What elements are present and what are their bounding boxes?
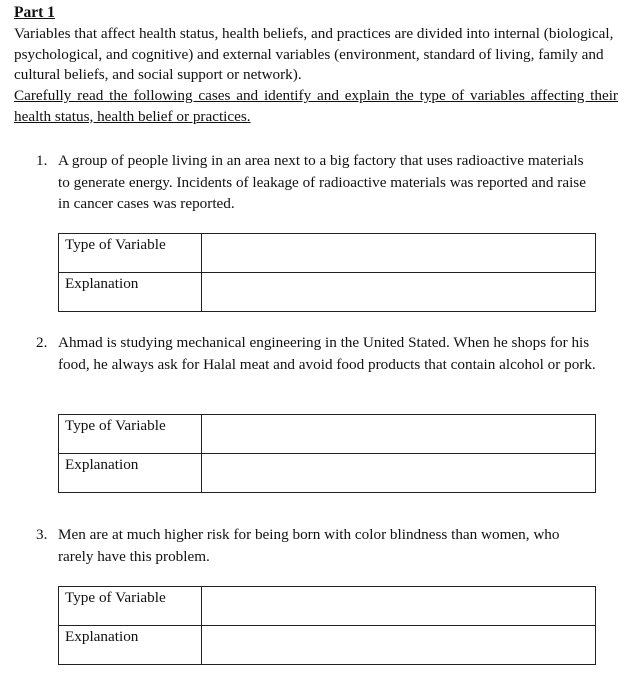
table-row bbox=[59, 454, 596, 493]
table-row bbox=[59, 415, 596, 454]
instruction-paragraph: Carefully read the following cases and identify and explain the type of variables affecting their health status, health belief or practices. bbox=[14, 87, 618, 125]
answer-table-1 bbox=[58, 233, 596, 312]
type-of-variable-answer-cell[interactable] bbox=[202, 234, 596, 273]
explanation-label: Explanation bbox=[59, 454, 202, 493]
question-number: 2. bbox=[36, 334, 48, 351]
table-row bbox=[59, 626, 596, 665]
table-row bbox=[59, 273, 596, 312]
explanation-answer-cell[interactable] bbox=[202, 626, 596, 665]
explanation-label: Explanation bbox=[59, 273, 202, 312]
question-number: 3. bbox=[36, 526, 48, 543]
explanation-answer-cell[interactable] bbox=[202, 454, 596, 493]
question-text: Ahmad is studying mechanical engineering in the United Stated. When he shops for his food, he always ask for Halal meat and avoid food products that contain alcohol or pork. bbox=[58, 334, 596, 373]
question-3 bbox=[36, 524, 596, 567]
part-title: Part 1 bbox=[14, 4, 55, 21]
answer-table-3 bbox=[58, 586, 596, 665]
intro-paragraph: Variables that affect health status, health beliefs, and practices are divided into internal (biological, psychological, and cognitive) and external variables (environment, standard of living, family and cultural beliefs, and social support or network). bbox=[14, 25, 614, 83]
question-text: A group of people living in an area next to a big factory that uses radioactive materials to generate energy. Incidents of leakage of radioactive materials was reported and raise in cancer cases was reported. bbox=[58, 152, 586, 212]
explanation-answer-cell[interactable] bbox=[202, 273, 596, 312]
type-of-variable-label: Type of Variable bbox=[59, 587, 202, 626]
table-row bbox=[59, 587, 596, 626]
answer-table-2 bbox=[58, 414, 596, 493]
question-2 bbox=[36, 332, 596, 375]
type-of-variable-answer-cell[interactable] bbox=[202, 587, 596, 626]
type-of-variable-answer-cell[interactable] bbox=[202, 415, 596, 454]
type-of-variable-label: Type of Variable bbox=[59, 415, 202, 454]
question-text: Men are at much higher risk for being born with color blindness than women, who rarely have this problem. bbox=[58, 526, 560, 565]
type-of-variable-label: Type of Variable bbox=[59, 234, 202, 273]
explanation-label: Explanation bbox=[59, 626, 202, 665]
question-1 bbox=[36, 150, 596, 215]
table-row bbox=[59, 234, 596, 273]
question-number: 1. bbox=[36, 152, 48, 169]
